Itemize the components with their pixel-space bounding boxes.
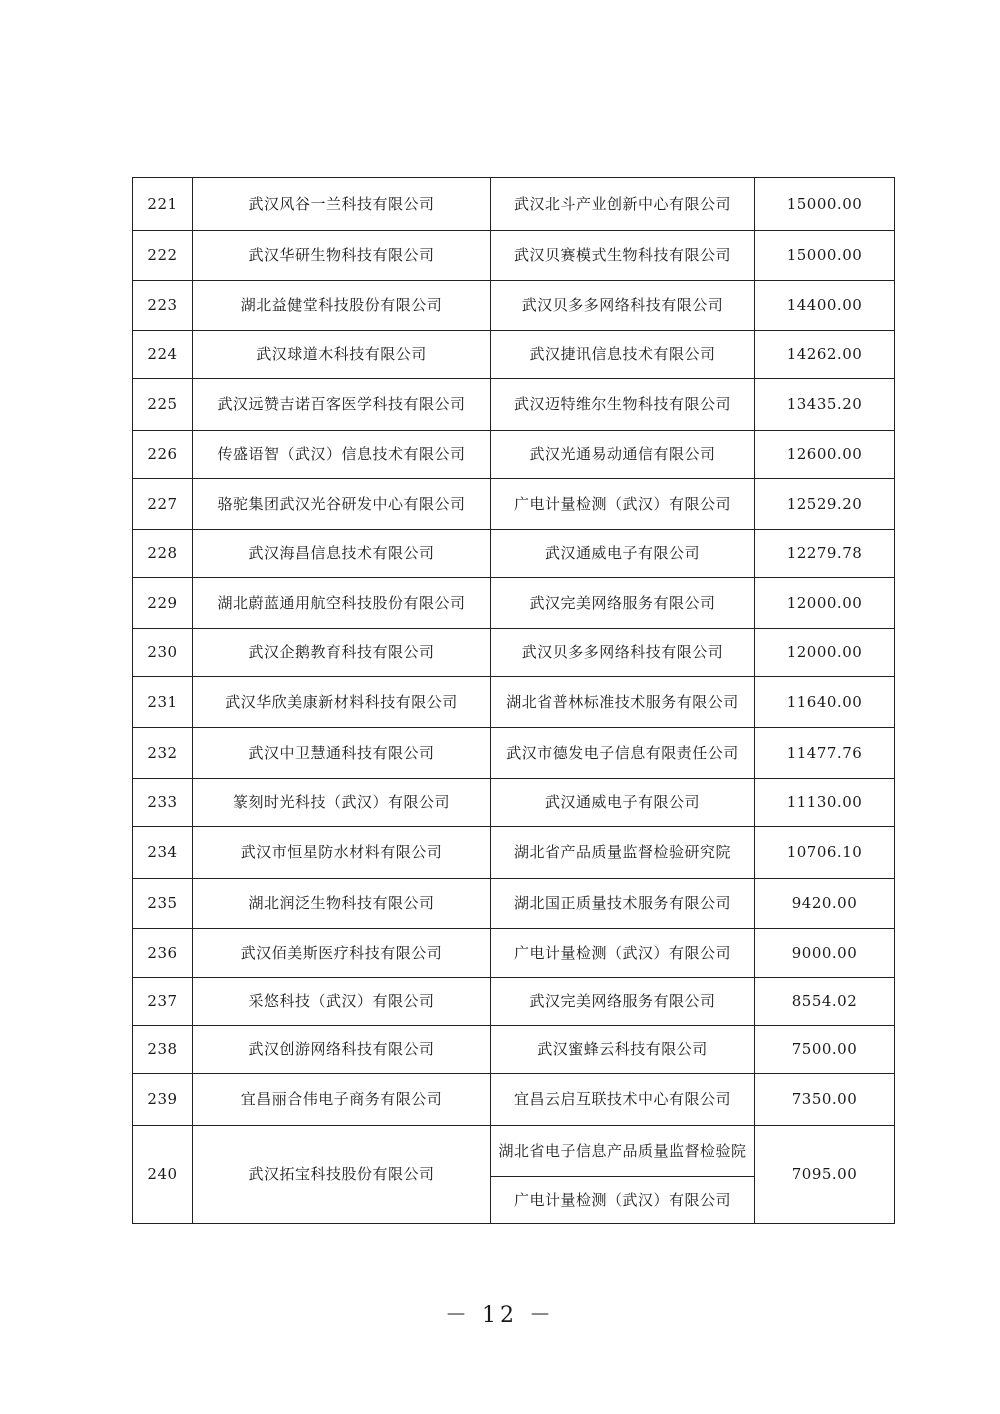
row-number: 235 [133, 879, 193, 929]
company-name: 武汉海昌信息技术有限公司 [193, 530, 491, 578]
table-row [133, 479, 895, 530]
service-provider: 湖北省电子信息产品质量监督检验院 [491, 1126, 755, 1177]
table-row [133, 728, 895, 779]
row-number: 229 [133, 578, 193, 629]
company-name: 采悠科技（武汉）有限公司 [193, 978, 491, 1026]
company-name: 武汉创游网络科技有限公司 [193, 1026, 491, 1074]
service-provider: 湖北省产品质量监督检验研究院 [491, 827, 755, 879]
service-provider: 武汉北斗产业创新中心有限公司 [491, 178, 755, 231]
company-name: 武汉市恒星防水材料有限公司 [193, 827, 491, 879]
row-number: 239 [133, 1074, 193, 1126]
amount: 12000.00 [755, 629, 895, 677]
company-name: 武汉华研生物科技有限公司 [193, 231, 491, 281]
table-row [133, 629, 895, 677]
company-name: 武汉佰美斯医疗科技有限公司 [193, 929, 491, 978]
company-name: 传盛语智（武汉）信息技术有限公司 [193, 431, 491, 479]
table-row [133, 1026, 895, 1074]
amount: 11640.00 [755, 677, 895, 728]
service-provider: 武汉完美网络服务有限公司 [491, 978, 755, 1026]
amount: 15000.00 [755, 178, 895, 231]
company-name: 武汉华欣美康新材料科技有限公司 [193, 677, 491, 728]
amount: 13435.20 [755, 379, 895, 431]
amount: 7095.00 [755, 1126, 895, 1224]
row-number: 240 [133, 1126, 193, 1224]
company-name: 湖北润泛生物科技有限公司 [193, 879, 491, 929]
row-number: 223 [133, 281, 193, 331]
table-row [133, 530, 895, 578]
amount: 12529.20 [755, 479, 895, 530]
row-number: 238 [133, 1026, 193, 1074]
amount: 11130.00 [755, 779, 895, 827]
row-number: 236 [133, 929, 193, 978]
amount: 9000.00 [755, 929, 895, 978]
table-row [133, 929, 895, 978]
service-provider: 武汉市德发电子信息有限责任公司 [491, 728, 755, 779]
service-provider: 广电计量检测（武汉）有限公司 [491, 1177, 755, 1224]
table-row [133, 879, 895, 929]
row-number: 228 [133, 530, 193, 578]
table-row [133, 1074, 895, 1126]
service-provider: 武汉蜜蜂云科技有限公司 [491, 1026, 755, 1074]
amount: 7500.00 [755, 1026, 895, 1074]
service-provider: 武汉迈特维尔生物科技有限公司 [491, 379, 755, 431]
service-provider: 广电计量检测（武汉）有限公司 [491, 929, 755, 978]
table-row-last [133, 1126, 895, 1177]
service-provider: 广电计量检测（武汉）有限公司 [491, 479, 755, 530]
service-provider: 武汉贝多多网络科技有限公司 [491, 281, 755, 331]
table-row [133, 431, 895, 479]
amount: 15000.00 [755, 231, 895, 281]
table-row [133, 779, 895, 827]
service-provider: 武汉捷讯信息技术有限公司 [491, 331, 755, 379]
amount: 12000.00 [755, 578, 895, 629]
amount: 11477.76 [755, 728, 895, 779]
amount: 12600.00 [755, 431, 895, 479]
table-row [133, 677, 895, 728]
row-number: 233 [133, 779, 193, 827]
service-provider: 宜昌云启互联技术中心有限公司 [491, 1074, 755, 1126]
table-row [133, 379, 895, 431]
row-number: 230 [133, 629, 193, 677]
page-number: － 12 － [445, 1303, 555, 1328]
company-name: 湖北蔚蓝通用航空科技股份有限公司 [193, 578, 491, 629]
amount: 14400.00 [755, 281, 895, 331]
amount: 14262.00 [755, 331, 895, 379]
table-row [133, 978, 895, 1026]
row-number: 226 [133, 431, 193, 479]
company-name: 骆驼集团武汉光谷研发中心有限公司 [193, 479, 491, 530]
company-name: 武汉中卫慧通科技有限公司 [193, 728, 491, 779]
voucher-table [132, 177, 895, 1224]
table-row [133, 281, 895, 331]
table-row [133, 178, 895, 231]
row-number: 227 [133, 479, 193, 530]
service-provider: 武汉完美网络服务有限公司 [491, 578, 755, 629]
amount: 10706.10 [755, 827, 895, 879]
amount: 9420.00 [755, 879, 895, 929]
company-name: 篆刻时光科技（武汉）有限公司 [193, 779, 491, 827]
row-number: 225 [133, 379, 193, 431]
company-name: 湖北益健堂科技股份有限公司 [193, 281, 491, 331]
amount: 12279.78 [755, 530, 895, 578]
row-number: 222 [133, 231, 193, 281]
company-name: 武汉企鹅教育科技有限公司 [193, 629, 491, 677]
row-number: 221 [133, 178, 193, 231]
table-row [133, 231, 895, 281]
service-provider: 武汉光通易动通信有限公司 [491, 431, 755, 479]
table-row [133, 331, 895, 379]
row-number: 237 [133, 978, 193, 1026]
service-provider: 湖北国正质量技术服务有限公司 [491, 879, 755, 929]
company-name: 宜昌丽合伟电子商务有限公司 [193, 1074, 491, 1126]
row-number: 234 [133, 827, 193, 879]
amount: 7350.00 [755, 1074, 895, 1126]
table-row [133, 578, 895, 629]
table-row [133, 827, 895, 879]
service-provider: 湖北省普林标准技术服务有限公司 [491, 677, 755, 728]
service-provider: 武汉贝多多网络科技有限公司 [491, 629, 755, 677]
amount: 8554.02 [755, 978, 895, 1026]
company-name: 武汉风谷一兰科技有限公司 [193, 178, 491, 231]
row-number: 231 [133, 677, 193, 728]
row-number: 232 [133, 728, 193, 779]
service-provider: 武汉贝赛模式生物科技有限公司 [491, 231, 755, 281]
company-name: 武汉球道木科技有限公司 [193, 331, 491, 379]
row-number: 224 [133, 331, 193, 379]
service-provider: 武汉通威电子有限公司 [491, 530, 755, 578]
service-provider: 武汉通威电子有限公司 [491, 779, 755, 827]
company-name: 武汉远赞吉诺百客医学科技有限公司 [193, 379, 491, 431]
company-name: 武汉拓宝科技股份有限公司 [193, 1126, 491, 1224]
